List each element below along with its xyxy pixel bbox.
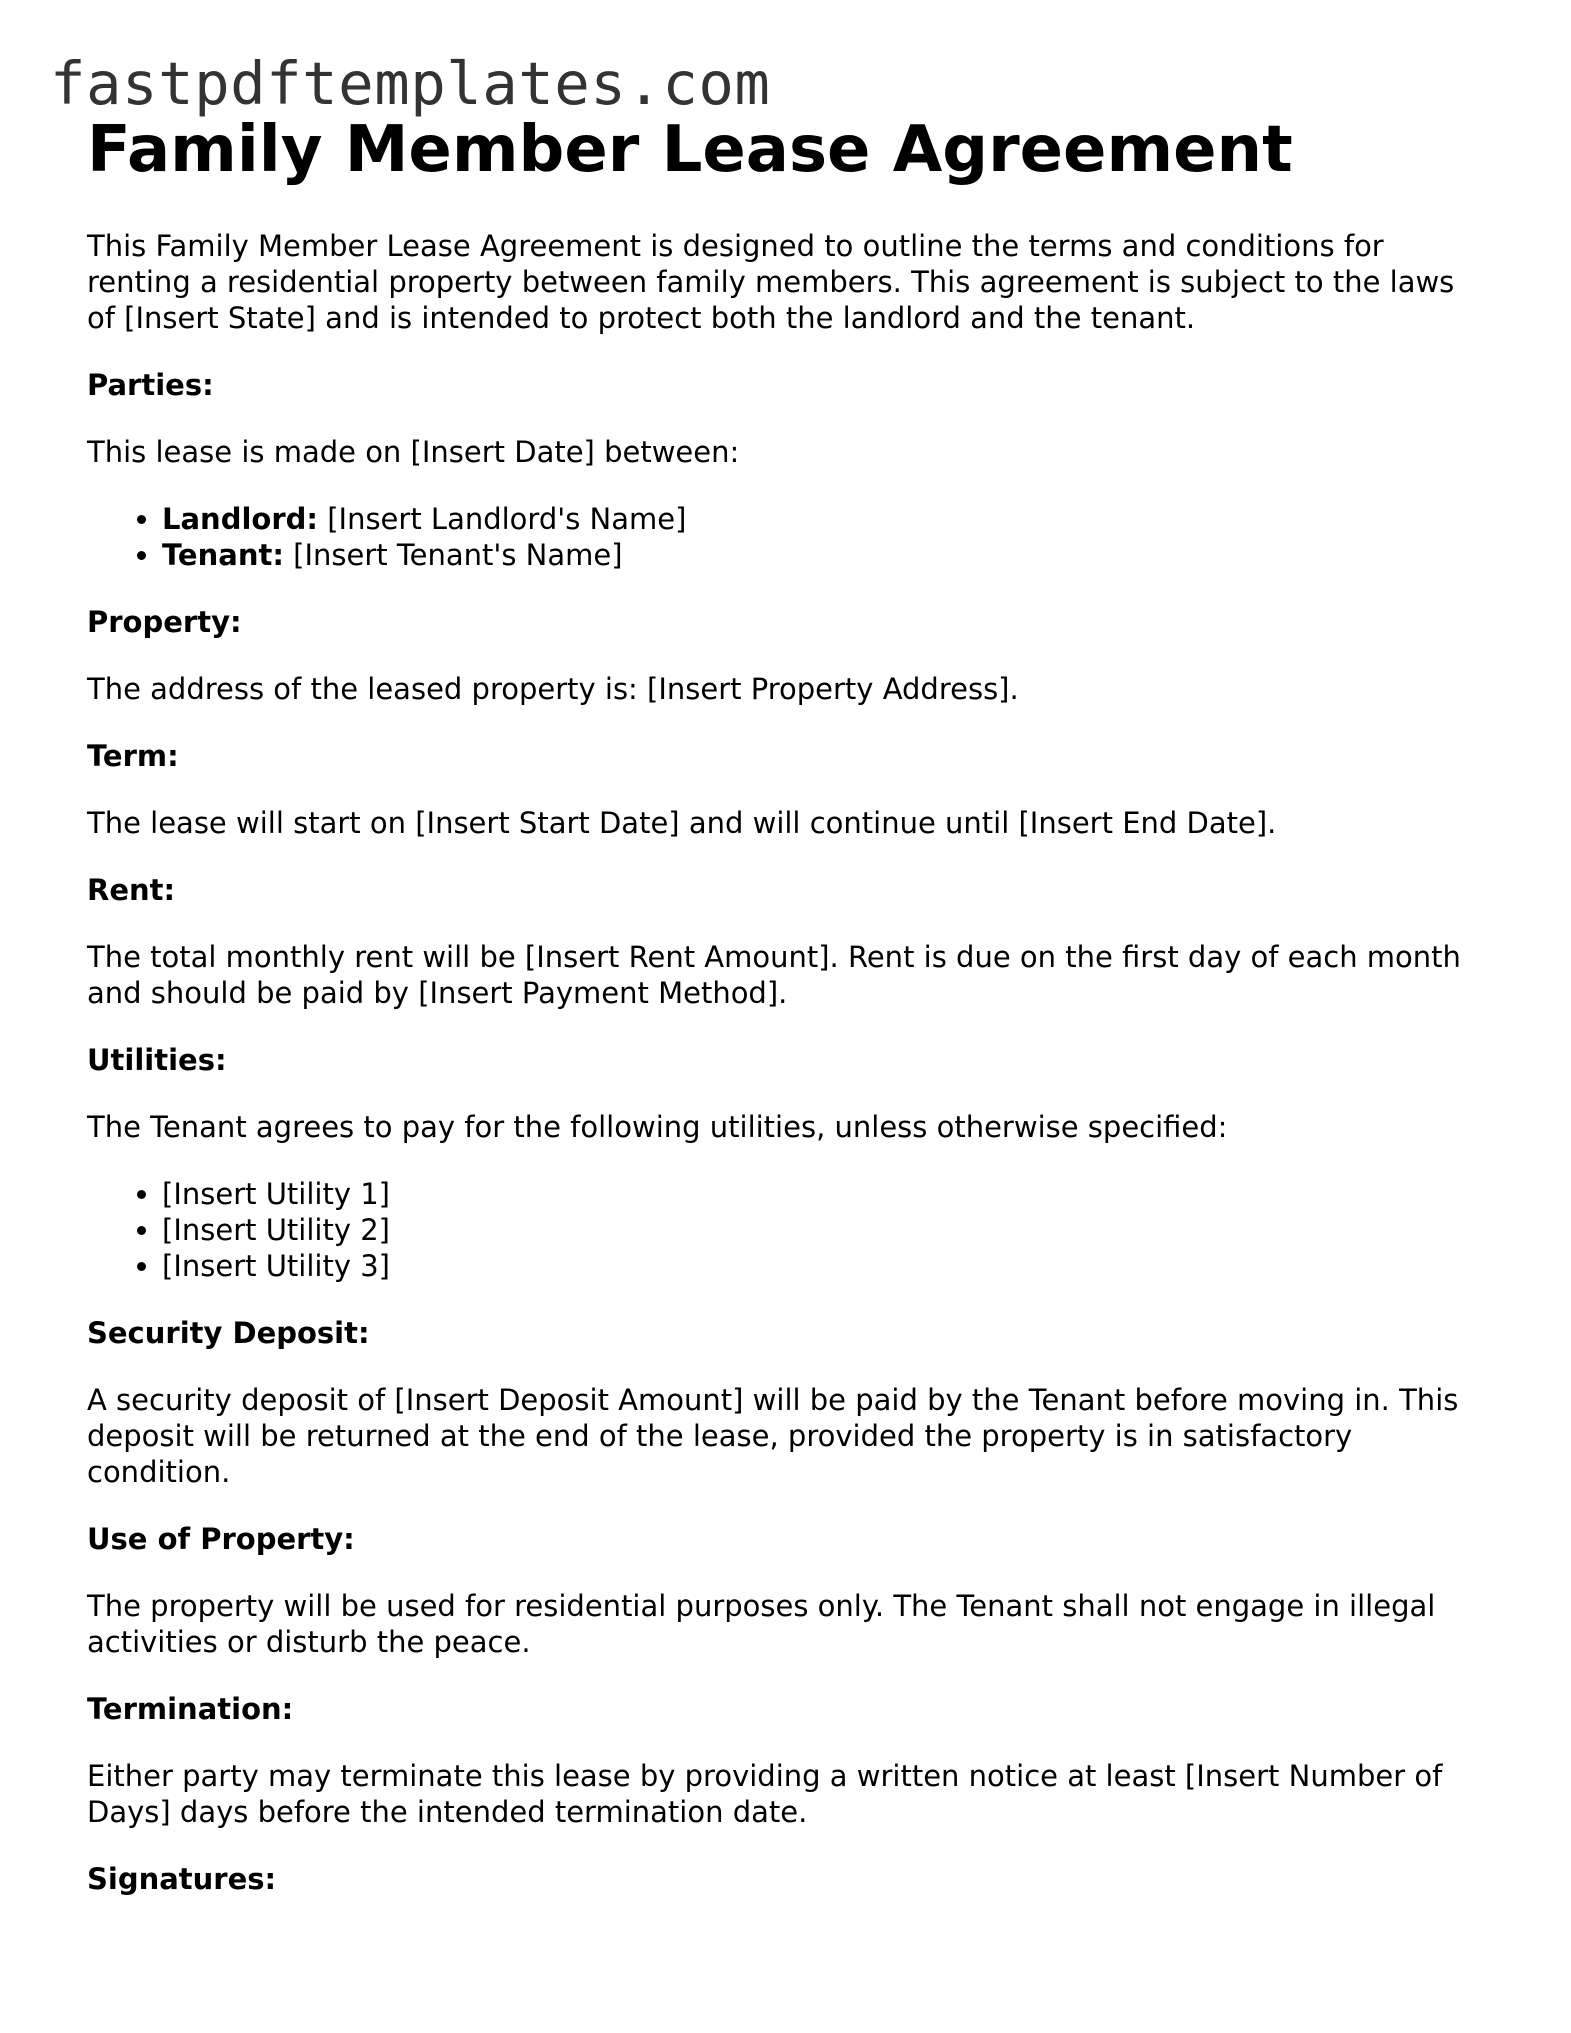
list-item: • [Insert Utility 2] [162, 1212, 1487, 1248]
tenant-value: [Insert Tenant's Name] [293, 538, 623, 572]
security-deposit-text: A security deposit of [Insert Deposit Amount] will be paid by the Tenant before moving in. This deposit will be returned at the end of the lease, provided the property is in satisfactory condition. [87, 1383, 1459, 1489]
signatures-heading: Signatures: [87, 1862, 277, 1896]
list-item: • [Insert Utility 1] [162, 1176, 1487, 1212]
termination-text: Either party may terminate this lease by providing a written notice at least [Insert Number of Days] days before the intended termination date. [87, 1759, 1443, 1829]
rent-heading: Rent: [87, 873, 176, 907]
parties-heading: Parties: [87, 368, 214, 402]
utilities-heading: Utilities: [87, 1043, 227, 1077]
property-heading: Property: [87, 605, 242, 639]
term-heading: Term: [87, 739, 179, 773]
parties-text: This lease is made on [Insert Date] between: [87, 435, 740, 469]
rent-text: The total monthly rent will be [Insert Rent Amount]. Rent is due on the first day of each month and should be paid by [Insert Payment Method]. [87, 940, 1461, 1010]
utilities-text: The Tenant agrees to pay for the following utilities, unless otherwise specified: [87, 1110, 1228, 1144]
watermark-text: fastpdftemplates.com [50, 49, 771, 118]
term-text: The lease will start on [Insert Start Date] and will continue until [Insert End Date]. [87, 806, 1277, 840]
list-item-landlord [162, 501, 1487, 537]
tenant-label: Tenant: [162, 538, 284, 572]
security-deposit-heading: Security Deposit: [87, 1316, 370, 1350]
list-item-tenant [162, 537, 1487, 573]
landlord-value: [Insert Landlord's Name] [327, 502, 687, 536]
document-title: Family Member Lease Agreement [87, 113, 1293, 187]
list-item: • [Insert Utility 3] [162, 1248, 1487, 1284]
intro-paragraph: This Family Member Lease Agreement is designed to outline the terms and conditions for renting a residential property between family members. This agreement is subject to the laws of [Insert State] and is intended to protect both the landlord and the tenant. [87, 229, 1455, 335]
parties-list [87, 501, 1487, 573]
property-text: The address of the leased property is: [Insert Property Address]. [87, 672, 1019, 706]
utilities-list [87, 1176, 1487, 1284]
use-of-property-text: The property will be used for residential purposes only. The Tenant shall not engage in illegal activities or disturb the peace. [87, 1589, 1436, 1659]
landlord-label: Landlord: [162, 502, 318, 536]
document [87, 108, 1487, 1897]
use-of-property-heading: Use of Property: [87, 1522, 355, 1556]
termination-heading: Termination: [87, 1692, 294, 1726]
